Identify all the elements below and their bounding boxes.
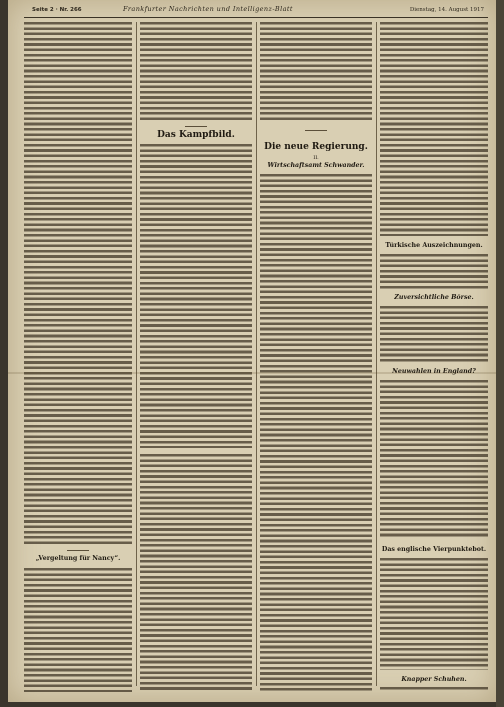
- column-3: [260, 22, 372, 692]
- article-text: [24, 22, 132, 544]
- article-heading: Das Kampfbild.: [157, 130, 235, 140]
- page-number: Seite 2 · Nr. 266: [32, 7, 82, 13]
- separator: [305, 130, 327, 131]
- article-text: [380, 22, 488, 236]
- article-heading: Türkische Auszeichnungen.: [385, 242, 483, 249]
- article-heading: Die neue Regierung.: [264, 142, 368, 152]
- article-heading: Neuwahlen in England?: [392, 368, 476, 375]
- page-fold: [8, 372, 496, 374]
- column-1: [24, 22, 132, 692]
- separator: [185, 126, 207, 127]
- header-rule: [24, 17, 488, 18]
- article-text: [260, 22, 372, 122]
- separator: [67, 550, 89, 551]
- page-edge: [496, 0, 504, 707]
- article-heading: Knapper Schuhen.: [401, 676, 467, 683]
- newspaper-page: [8, 0, 496, 702]
- column-rule: [136, 22, 137, 686]
- article-text: [140, 454, 252, 692]
- column-rule: [256, 22, 257, 686]
- issue-date: Dienstag, 14. August 1917: [409, 7, 484, 13]
- column-rule: [376, 22, 377, 686]
- article-text: [140, 144, 252, 448]
- article-heading: Das englische Vierpunktebot.: [381, 546, 487, 553]
- article-text: [380, 558, 488, 670]
- article-heading: Zuversichtliche Börse.: [394, 294, 474, 301]
- masthead-title: Frankfurter Nachrichten und Intelligenz-Blatt: [123, 5, 293, 13]
- article-text: [260, 174, 372, 692]
- column-4: [380, 22, 488, 692]
- article-subheading: II.: [313, 155, 319, 161]
- column-2: [140, 22, 252, 692]
- article-text: [140, 22, 252, 122]
- article-heading: „Vergeltung für Nancy“.: [35, 555, 121, 562]
- article-subtitle: Wirtschaftsamt Schwander.: [267, 162, 365, 169]
- article-text: [24, 568, 132, 692]
- article-text: [380, 306, 488, 364]
- article-text: [380, 380, 488, 538]
- article-text: [380, 687, 488, 692]
- article-text: [380, 254, 488, 290]
